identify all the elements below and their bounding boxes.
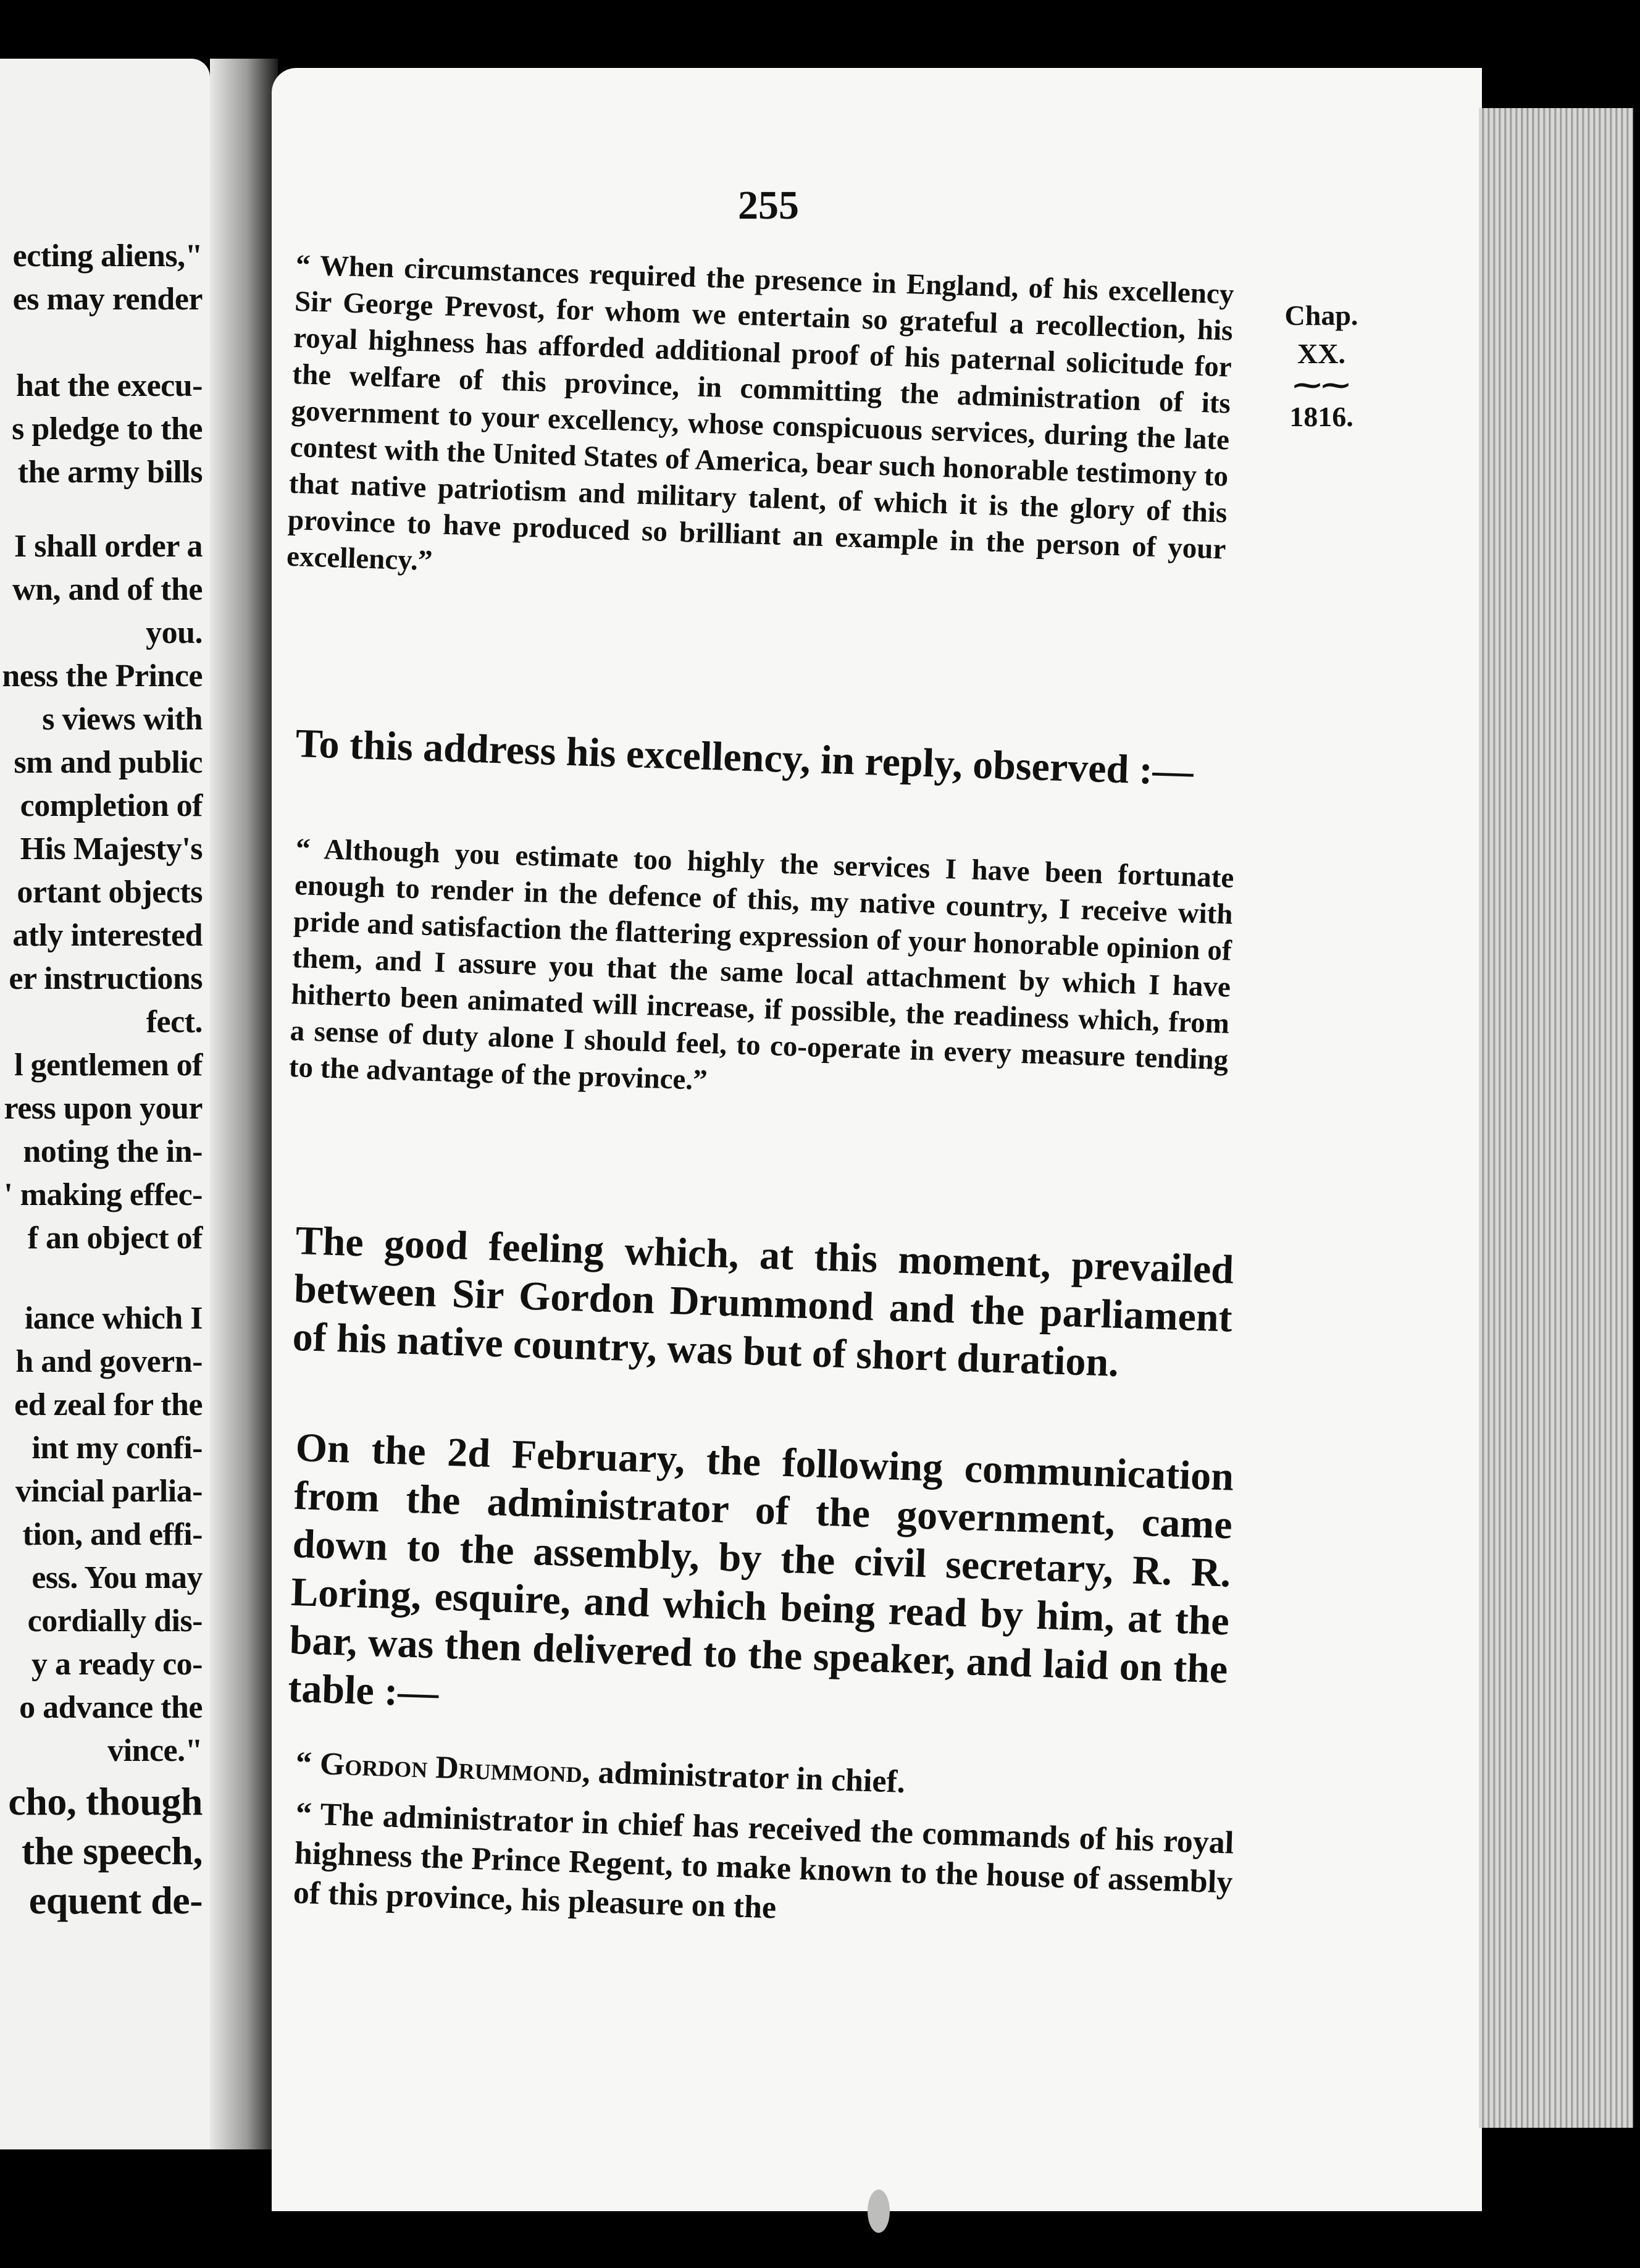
page-edges (1479, 108, 1633, 2128)
left-page-line: y a ready co- (31, 1647, 203, 1682)
left-page-line: es may render (12, 282, 203, 317)
left-page-line: l gentlemen of (14, 1048, 203, 1083)
left-page-line: int my confi- (31, 1430, 203, 1466)
left-page-line: sm and public (14, 745, 203, 780)
left-page-line: the army bills (17, 455, 203, 490)
left-page-line: ress upon your (4, 1091, 203, 1126)
paragraph-good-feeling: The good feeling which, at this moment, prevailed between Sir Gordon Drummond and the parliament of his native country, was but of short duration. (291, 1217, 1235, 1385)
left-page-line: tion, and effi- (22, 1517, 203, 1552)
message-text: “ The administrator in chief has received the commands of his royal highness the Prince Regent, to make known to the house of assembly of this province, his pleasure on the (293, 1796, 1235, 1926)
book-gutter (210, 59, 278, 2149)
left-page-line: f an object of (27, 1220, 203, 1256)
ornament: ⁓⁓ (1293, 369, 1350, 401)
left-page-line: cordially dis- (27, 1603, 203, 1639)
left-page-line: atly interested (12, 918, 203, 953)
chapter-label: Chap. (1284, 300, 1358, 331)
left-page-line: the speech, (21, 1829, 203, 1873)
left-page-line: hat the execu- (15, 368, 203, 403)
left-page-line: ed zeal for the (14, 1387, 203, 1422)
left-page-line: ortant objects (17, 875, 203, 910)
left-page-line: ' making effec- (4, 1177, 203, 1212)
left-page-line: noting the in- (23, 1134, 203, 1169)
page-number: 255 (738, 183, 799, 228)
left-page-line: equent de- (28, 1878, 203, 1922)
left-page-line: o advance the (19, 1690, 203, 1725)
page-blemish (868, 2190, 890, 2233)
reply-quote: “ Although you estimate too highly the services I have been fortunate enough to render in the defence of this, my native country, I receive with pride and satisfaction the flattering expression of your honorable opinion of them, and I assure you that the same local attachment by which I have hitherto been animated will increase, if possible, the readiness which, from a sense of duty alone I should feel, to co-operate in every measure tending to the advantage of the province.” (288, 832, 1235, 1097)
left-page-line: er instructions (9, 961, 203, 996)
signatory-title: administrator in chief. (589, 1754, 906, 1800)
left-page-line: ess. You may (31, 1560, 203, 1595)
left-page-line: wn, and of the (12, 572, 203, 607)
left-page (0, 59, 210, 2149)
paragraph-communication: On the 2d February, the following communication from the administrator of the government, came down to the assembly, by the civil secretary, R. R. Loring, esquire, and which being read by him, at the bar, was then delivered to the speaker, and laid on the table :— (287, 1424, 1235, 1716)
left-page-line: cho, though (8, 1779, 203, 1823)
left-page-line: you. (146, 615, 203, 650)
left-page-line: fect. (146, 1004, 203, 1040)
left-page-line: ecting aliens," (12, 238, 203, 274)
left-page-line: ness the Prince (2, 658, 203, 694)
left-page-line: His Majesty's (20, 831, 203, 867)
margin-note (1260, 296, 1383, 436)
left-page-line: h and govern- (15, 1344, 203, 1379)
signatory-name: “ Gordon Drummond, (295, 1745, 591, 1790)
left-page-line: vincial parlia- (15, 1474, 203, 1509)
chapter-number: XX. (1297, 338, 1345, 369)
reply-intro: To this address his excellency, in reply, observed :— (295, 720, 1194, 794)
left-page-line: s views with (42, 702, 203, 737)
left-page-line: iance which I (24, 1301, 203, 1336)
left-page-line: s pledge to the (12, 411, 203, 447)
left-page-line: I shall order a (14, 529, 203, 564)
left-page-line: completion of (20, 788, 203, 823)
year-label: 1816. (1289, 401, 1353, 432)
left-page-line: vince." (107, 1733, 203, 1768)
quoted-address: “ When circumstances required the presence in England, of his excellency Sir George Prevost, for whom we entertain so grateful a recollection, his royal highness has afforded additional proof of his paternal solicitude for the welfare of this province, in committing the administration of its government to your excellency, whose conspicuous services, during the late contest with the United States of America, bear such honorable testimony to that native patriotism and military talent, of which it is the glory of this province to have produced so brilliant an example in the person of your excellency.” (286, 248, 1235, 578)
